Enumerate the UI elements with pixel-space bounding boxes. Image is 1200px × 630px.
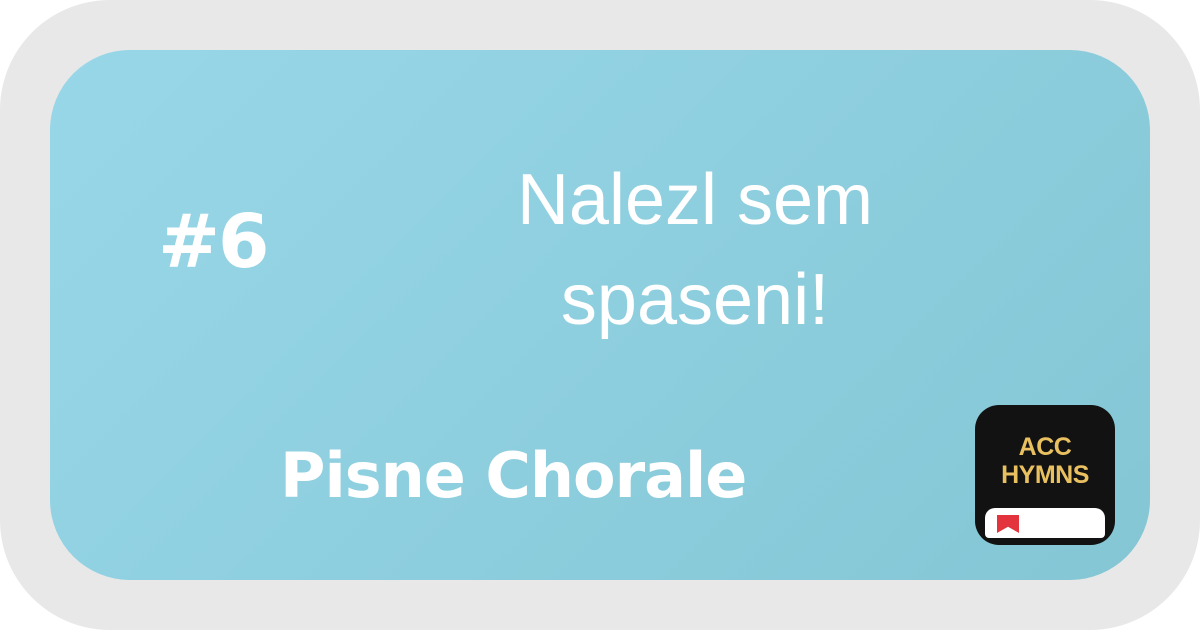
hymn-title-line-1: Nalezl sem	[516, 160, 874, 240]
hymn-number: #6	[158, 199, 268, 285]
logo-text-line-1: ACC	[1018, 433, 1072, 461]
acc-hymns-logo	[975, 405, 1115, 545]
hymn-title-line-2: spaseni!	[560, 260, 830, 340]
logo-text	[975, 433, 1115, 489]
hymn-card	[50, 50, 1150, 580]
logo-text-line-2: HYMNS	[1001, 461, 1089, 489]
hymn-title	[410, 150, 980, 350]
hymnbook-name: Pisne Chorale	[280, 439, 747, 512]
